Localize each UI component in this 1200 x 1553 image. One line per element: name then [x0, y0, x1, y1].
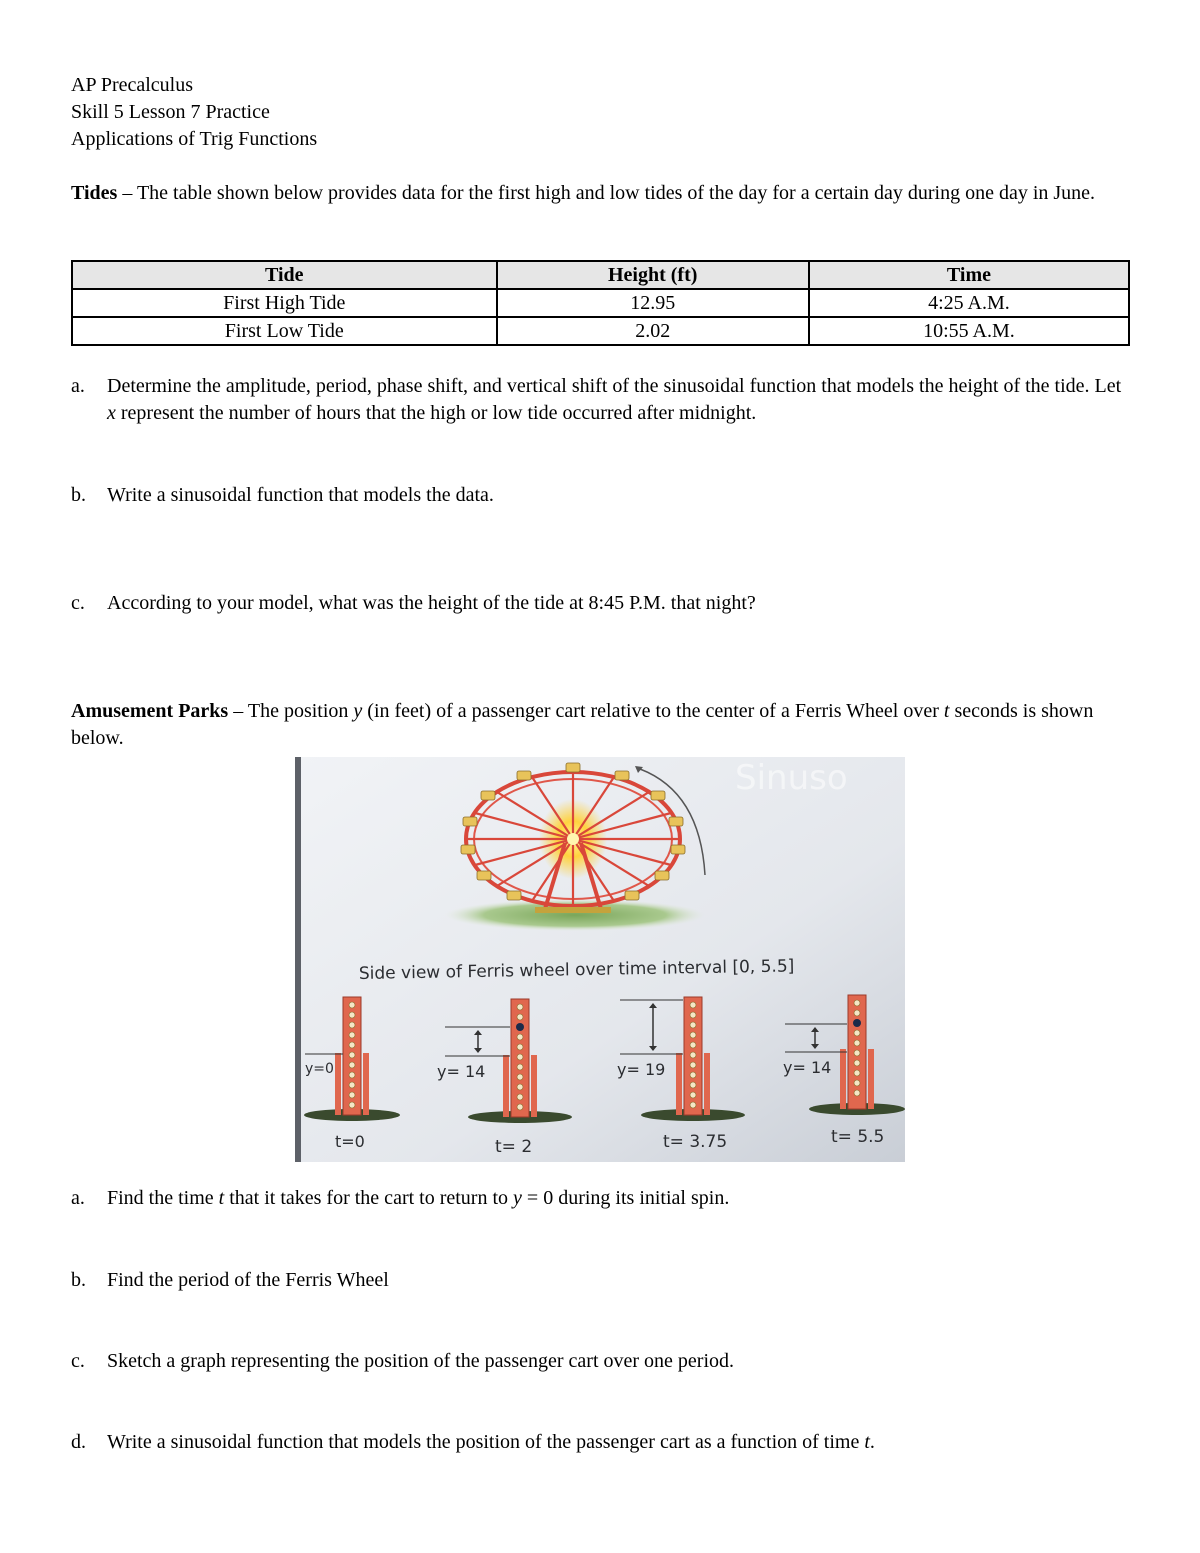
y-label: y= 14	[783, 1058, 832, 1077]
ferris-wheel-photo	[295, 757, 905, 1162]
amusement-question-b: b. Find the period of the Ferris Wheel	[71, 1269, 389, 1291]
table-row	[72, 289, 1129, 317]
table-cell: 2.02	[497, 317, 809, 345]
table-cell: 12.95	[497, 289, 809, 317]
y-label: y= 19	[617, 1060, 666, 1079]
course-title: AP Precalculus	[71, 74, 194, 96]
figure-caption: Side view of Ferris wheel over time interval [0, 5.5]	[358, 956, 795, 984]
table-cell: 4:25 A.M.	[809, 289, 1129, 317]
lesson-title: Skill 5 Lesson 7 Practice	[71, 101, 270, 123]
amusement-question-c: c. Sketch a graph representing the position of the passenger cart over one period.	[71, 1350, 735, 1372]
column-header: Time	[809, 261, 1129, 289]
tides-heading: Tides	[71, 182, 118, 204]
tides-question-c: c. According to your model, what was the height of the tide at 8:45 P.M. that night?	[71, 592, 756, 614]
amusement-heading: Amusement Parks	[71, 700, 229, 722]
column-header: Height (ft)	[497, 261, 809, 289]
amusement-question-a: a. Find the time t that it takes for the cart to return to y = 0 during its initial spin.	[71, 1187, 730, 1209]
tides-question-b: b. Write a sinusoidal function that models the data.	[71, 484, 494, 506]
y-label: y=0	[305, 1061, 334, 1077]
table-row	[72, 317, 1129, 345]
y-label: y= 14	[437, 1062, 486, 1081]
column-header: Tide	[72, 261, 497, 289]
t-label: t=0	[335, 1132, 365, 1151]
topic-title: Applications of Trig Functions	[71, 128, 318, 150]
amusement-question-d: d. Write a sinusoidal function that models the position of the passenger cart as a function of time t.	[71, 1431, 875, 1453]
tide-table	[71, 260, 1130, 346]
table-header-row	[72, 261, 1129, 289]
grass-base	[445, 899, 705, 931]
t-label: t= 2	[495, 1137, 533, 1157]
t-label: t= 5.5	[831, 1127, 885, 1147]
faded-background-text: Sinuso	[735, 758, 848, 798]
tides-intro: Tides – The table shown below provides data for the first high and low tides of the day for a certain day during one day in June.	[71, 182, 1096, 204]
table-cell: First High Tide	[72, 289, 497, 317]
t-label: t= 3.75	[663, 1132, 728, 1152]
tides-question-a: a. Determine the amplitude, period, phase shift, and vertical shift of the sinusoidal function that models the height of the tide. Let x represent the number of hours that the high or low tide occurred after midnight.	[71, 375, 1122, 424]
table-cell: First Low Tide	[72, 317, 497, 345]
amusement-intro: Amusement Parks – The position y (in feet) of a passenger cart relative to the center of a Ferris Wheel over t seconds is shown below.	[71, 700, 1094, 749]
table-cell: 10:55 A.M.	[809, 317, 1129, 345]
